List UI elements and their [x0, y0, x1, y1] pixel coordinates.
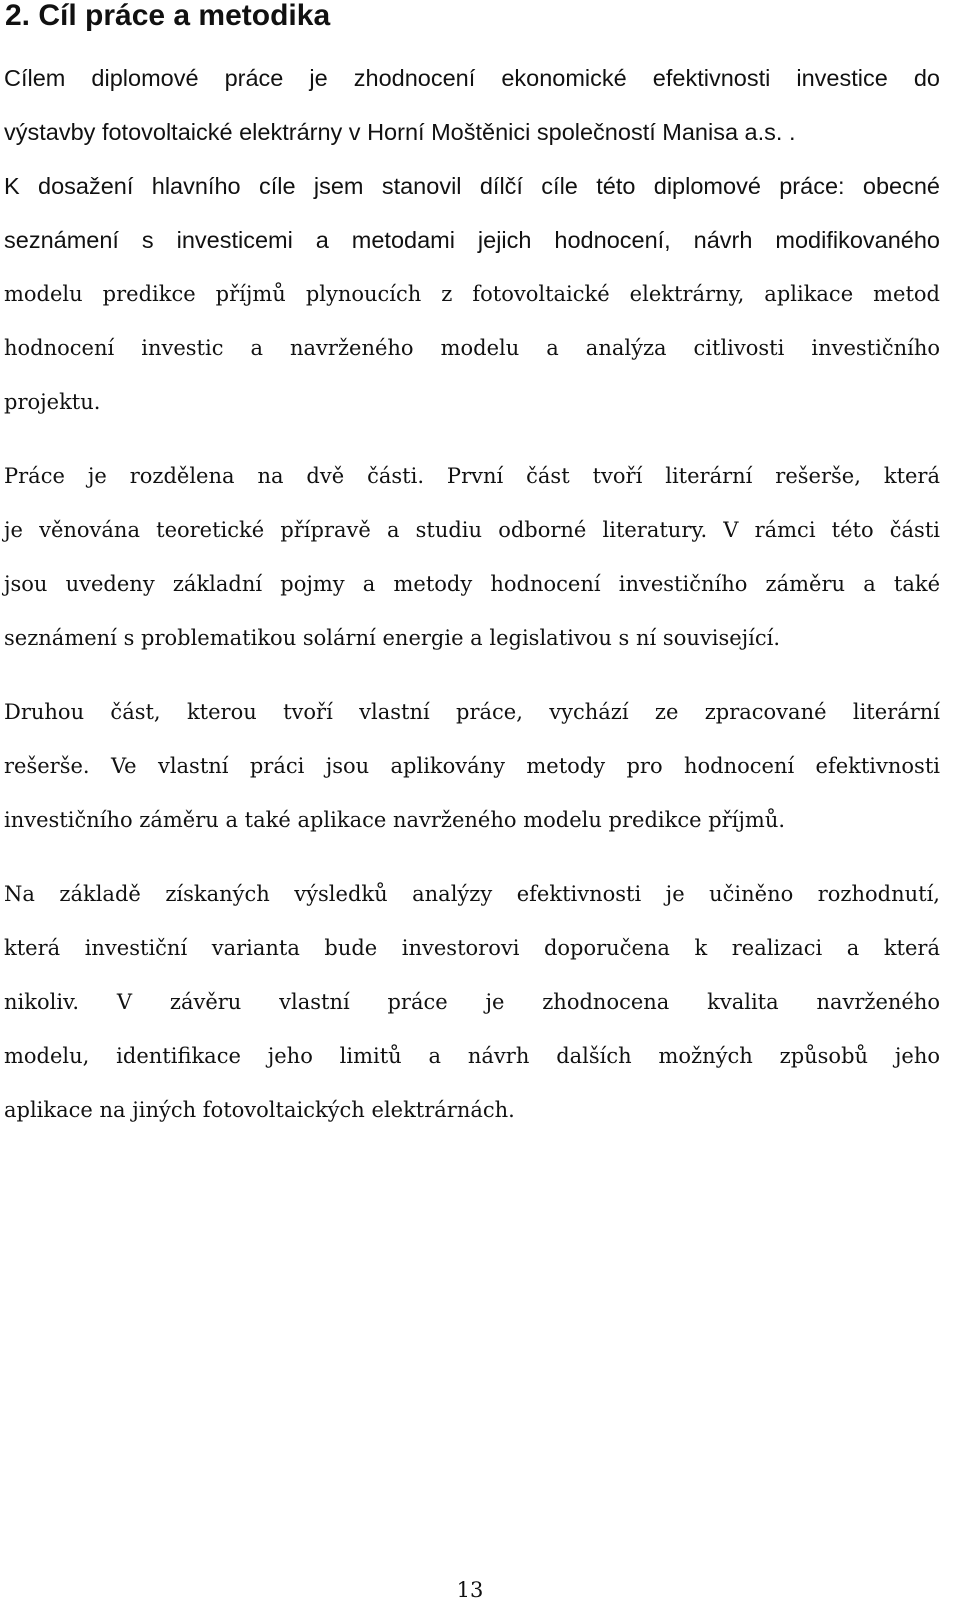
text-line: je věnována teoretické přípravě a studiu odborné literatury. V rámci této části — [4, 518, 940, 542]
text-line: nikoliv. V závěru vlastní práce je zhodnocena kvalita navrženého — [4, 990, 940, 1014]
text-line: seznámení s problematikou solární energie a legislativou s ní související. — [4, 626, 781, 650]
text-line: Cílem diplomové práce je zhodnocení ekonomické efektivnosti investice do — [4, 65, 940, 91]
page-number: 13 — [456, 1578, 484, 1602]
text-line: výstavby fotovoltaické elektrárny v Horní Moštěnici společností Manisa a.s. . — [4, 119, 796, 145]
text-line: K dosažení hlavního cíle jsem stanovil dílčí cíle této diplomové práce: obecné — [4, 173, 940, 199]
section-heading: 2. Cíl práce a metodika — [5, 0, 331, 32]
text-line: Na základě získaných výsledků analýzy efektivnosti je učiněno rozhodnutí, — [4, 882, 940, 906]
text-line: modelu predikce příjmů plynoucích z fotovoltaické elektrárny, aplikace metod — [4, 282, 940, 306]
text-line: Druhou část, kterou tvoří vlastní práce, vychází ze zpracované literární — [4, 700, 940, 724]
text-line: aplikace na jiných fotovoltaických elektrárnách. — [4, 1098, 515, 1122]
text-line: jsou uvedeny základní pojmy a metody hodnocení investičního záměru a také — [4, 572, 940, 596]
text-line: hodnocení investic a navrženého modelu a analýza citlivosti investičního — [4, 336, 940, 360]
text-line: seznámení s investicemi a metodami jejich hodnocení, návrh modifikovaného — [4, 227, 940, 253]
text-line: která investiční varianta bude investorovi doporučena k realizaci a která — [4, 936, 940, 960]
text-line: modelu, identifikace jeho limitů a návrh dalších možných způsobů jeho — [4, 1044, 940, 1068]
text-line: rešerše. Ve vlastní práci jsou aplikovány metody pro hodnocení efektivnosti — [4, 754, 940, 778]
text-line: Práce je rozdělena na dvě části. První část tvoří literární rešerše, která — [4, 464, 940, 488]
text-line: investičního záměru a také aplikace navrženého modelu predikce příjmů. — [4, 808, 786, 832]
text-line: projektu. — [4, 390, 101, 414]
